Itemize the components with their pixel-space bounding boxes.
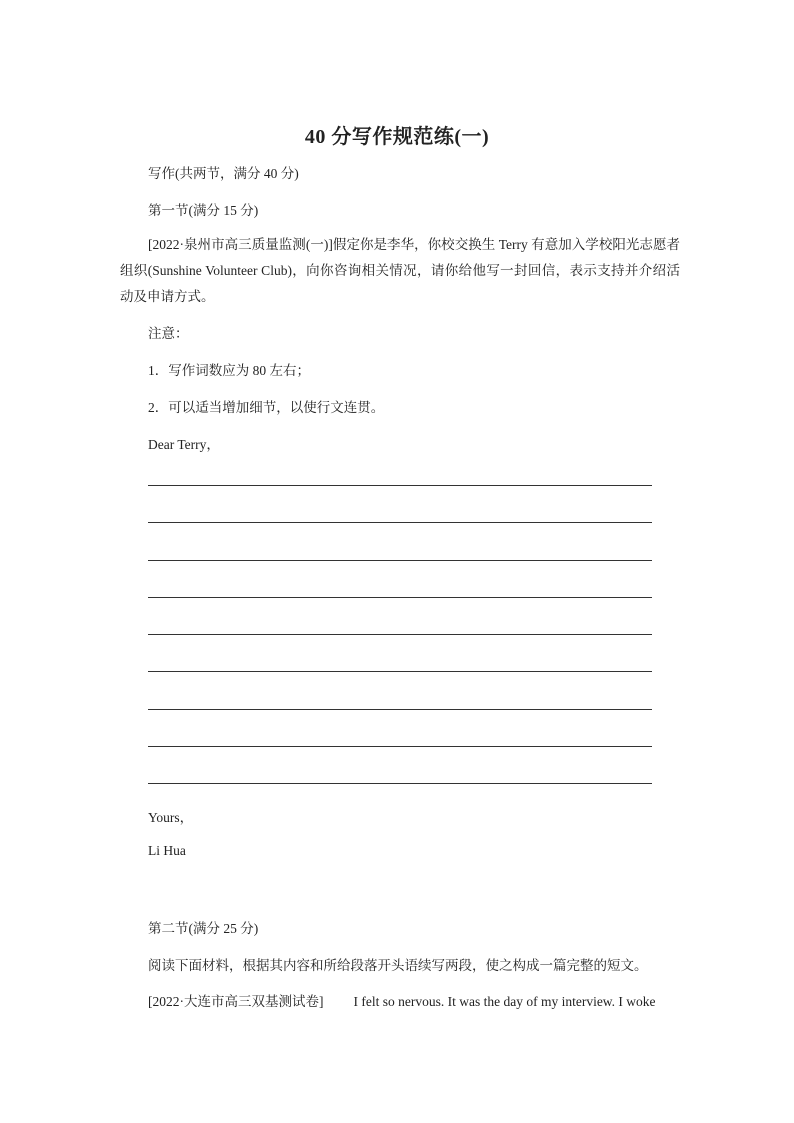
writing-line-4[interactable]	[148, 597, 652, 598]
note-item-2: 2．可以适当增加细节，以使行文连贯。	[148, 400, 385, 415]
part2-source: [2022·大连市高三双基测试卷]	[148, 994, 324, 1009]
writing-line-7[interactable]	[148, 709, 652, 710]
writing-line-9[interactable]	[148, 783, 652, 784]
part2-heading: 第二节(满分 25 分)	[148, 921, 259, 936]
writing-line-2[interactable]	[148, 522, 652, 523]
writing-line-8[interactable]	[148, 746, 652, 747]
letter-signature: Li Hua	[148, 843, 186, 858]
section-header: 写作(共两节，满分 40 分)	[148, 166, 299, 181]
writing-line-3[interactable]	[148, 560, 652, 561]
part2-material-row	[148, 990, 678, 1010]
notes-label: 注意：	[148, 326, 189, 341]
writing-line-6[interactable]	[148, 671, 652, 672]
part1-prompt: [2022·泉州市高三质量监测(一)]假定你是李华，你校交换生 Terry 有意加入学校阳光志愿者组织(Sunshine Volunteer Club)，向你咨询相关情况，请你给他写一封回信，表示支持并介绍活动及申请方式。	[120, 237, 680, 304]
note-item-1: 1．写作词数应为 80 左右；	[148, 363, 310, 378]
part2-text-start: I felt so nervous. It was the day of my interview. I woke	[353, 994, 656, 1009]
part1-heading: 第一节(满分 15 分)	[148, 203, 259, 218]
page-title: 40 分写作规范练(一)	[304, 126, 490, 148]
letter-salutation: Dear Terry，	[148, 437, 220, 452]
writing-line-5[interactable]	[148, 634, 652, 635]
part2-instruction: 阅读下面材料，根据其内容和所给段落开头语续写两段，使之构成一篇完整的短文。	[148, 958, 648, 973]
letter-closing: Yours，	[148, 810, 194, 825]
writing-line-1[interactable]	[148, 485, 652, 486]
